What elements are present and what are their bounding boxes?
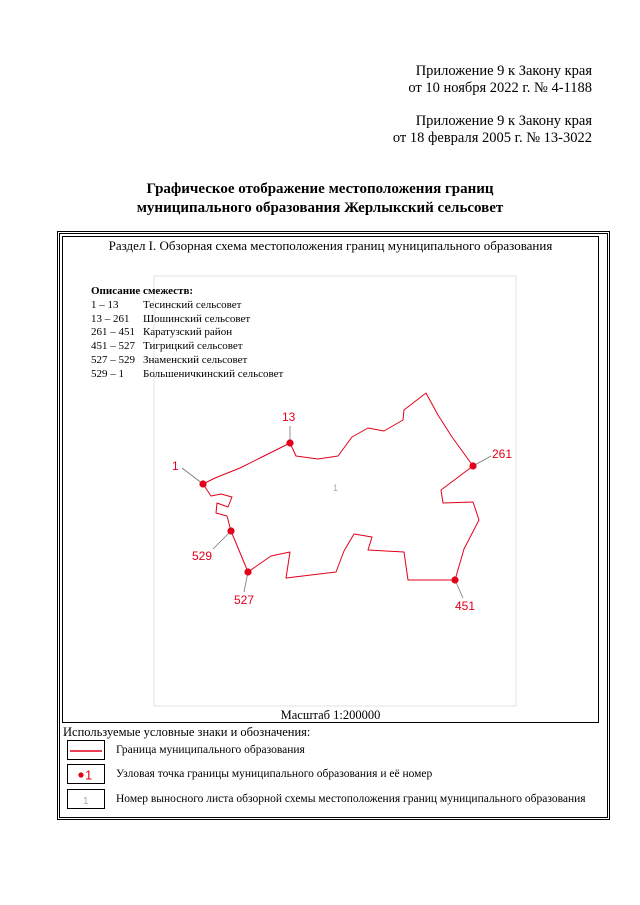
municipal-boundary-line: [203, 393, 479, 580]
adjacency-range: 451 – 527: [91, 340, 135, 353]
adjacency-row: [91, 368, 283, 382]
node-point-icon: [68, 765, 104, 783]
document-title-line2: муниципального образования Жерлыкский сельсовет: [136, 200, 504, 216]
legend-sheet-text: Номер выносного листа обзорной схемы местоположения границ муниципального образования: [116, 793, 586, 805]
adjacency-range: 527 – 529: [91, 353, 135, 366]
adjacency-neighbor: Каратузский район: [143, 326, 233, 339]
adjacency-range: 1 – 13: [91, 298, 119, 311]
node-leader-line: [182, 468, 203, 484]
boundary-node-label: 527: [234, 593, 255, 607]
boundary-node-label: 1: [172, 459, 179, 473]
adjacency-heading: Описание смежеств:: [91, 285, 194, 297]
legend-node-text: Узловая точка границы муниципального образования и её номер: [116, 768, 433, 780]
map-content: [172, 393, 512, 613]
legend-node-symbol: [67, 764, 105, 784]
adjacency-row: [91, 299, 283, 313]
boundary-node-label: 261: [492, 447, 513, 461]
legend-boundary-text: Граница муниципального образования: [116, 744, 305, 756]
map-scale: Масштаб 1:200000: [280, 708, 381, 722]
boundary-node-label: 529: [192, 549, 213, 563]
boundary-node-point: [244, 568, 251, 575]
adjacency-rows: [91, 299, 283, 382]
section-title: Раздел I. Обзорная схема местоположения границ муниципального образования: [108, 238, 553, 253]
legend-sheet-label: 1: [83, 796, 89, 807]
boundary-node-label: 13: [282, 410, 296, 424]
legend-sheet-symbol: [67, 789, 105, 809]
adjacency-row: [91, 313, 283, 327]
adjacency-neighbor: Большеничкинский сельсовет: [143, 367, 284, 380]
annex-old-line2: от 18 февраля 2005 г. № 13-3022: [392, 130, 592, 146]
adjacency-row: [91, 326, 283, 340]
adjacency-range: 261 – 451: [91, 326, 135, 339]
adjacency-row: [91, 354, 283, 368]
adjacency-description: [91, 285, 283, 382]
adjacency-row: [91, 340, 283, 354]
adjacency-range: 529 – 1: [91, 367, 124, 380]
boundary-node-label: 451: [455, 599, 476, 613]
document-title-line1: Графическое отображение местоположения границ: [146, 181, 494, 197]
adjacency-neighbor: Тесинский сельсовет: [143, 298, 242, 311]
boundary-node-point: [286, 439, 293, 446]
legend-node-label: 1: [85, 767, 93, 783]
boundary-node-point: [469, 462, 476, 469]
annex-new-line1: Приложение 9 к Закону края: [415, 63, 592, 79]
boundary-node-point: [199, 480, 206, 487]
annex-new-line2: от 10 ноября 2022 г. № 4-1188: [408, 80, 592, 96]
adjacency-neighbor: Знаменский сельсовет: [143, 353, 248, 366]
boundary-node-point: [451, 576, 458, 583]
legend-boundary-symbol: [67, 740, 105, 760]
sheet-number-label: 1: [333, 483, 339, 493]
annex-old-line1: Приложение 9 к Закону края: [415, 113, 592, 129]
adjacency-neighbor: Шошинский сельсовет: [143, 312, 251, 325]
boundary-line-icon: [68, 741, 104, 759]
adjacency-neighbor: Тигрицкий сельсовет: [143, 340, 243, 353]
adjacency-range: 13 – 261: [91, 312, 130, 325]
legend-heading: Используемые условные знаки и обозначения:: [63, 725, 311, 739]
sheet-number-icon: [68, 790, 104, 808]
boundary-node-point: [227, 527, 234, 534]
node-leader-line: [213, 531, 231, 549]
